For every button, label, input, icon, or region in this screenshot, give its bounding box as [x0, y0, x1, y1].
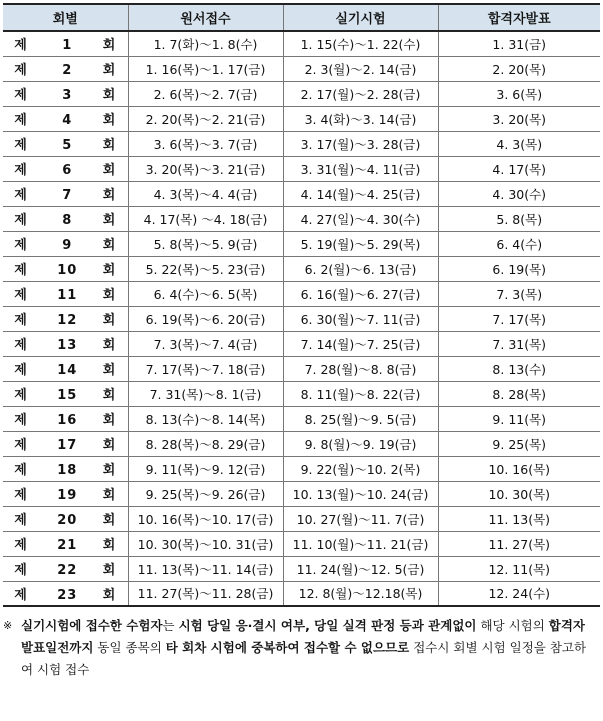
result-date: 7. 31(목) — [438, 331, 600, 356]
apply-period: 5. 22(목)～5. 23(금) — [128, 256, 283, 281]
round-number: 5 — [62, 138, 73, 153]
apply-period: 8. 28(목)～8. 29(금) — [128, 431, 283, 456]
round-prefix: 제 — [14, 313, 28, 328]
round-prefix: 제 — [14, 538, 28, 553]
round-cell — [3, 31, 128, 56]
round-suffix: 회 — [102, 138, 117, 153]
round-number: 18 — [57, 463, 78, 478]
round-cell — [3, 531, 128, 556]
round-prefix: 제 — [14, 413, 28, 428]
header-exam: 실기시험 — [283, 4, 438, 31]
round-prefix: 제 — [14, 488, 28, 503]
round-prefix: 제 — [14, 338, 28, 353]
exam-period: 1. 15(수)～1. 22(수) — [283, 31, 438, 56]
round-prefix: 제 — [14, 113, 28, 128]
round-number: 7 — [62, 188, 73, 203]
schedule-container — [3, 3, 600, 681]
round-suffix: 회 — [102, 238, 117, 253]
apply-period: 2. 6(목)～2. 7(금) — [128, 81, 283, 106]
apply-period: 7. 3(목)～7. 4(금) — [128, 331, 283, 356]
exam-period: 10. 27(월)～11. 7(금) — [283, 506, 438, 531]
table-row — [3, 256, 600, 281]
exam-period: 5. 19(월)～5. 29(목) — [283, 231, 438, 256]
table-row — [3, 281, 600, 306]
exam-period: 11. 24(월)～12. 5(금) — [283, 556, 438, 581]
apply-period: 1. 7(화)～1. 8(수) — [128, 31, 283, 56]
table-row — [3, 331, 600, 356]
round-suffix: 회 — [102, 338, 117, 353]
round-cell — [3, 431, 128, 456]
round-prefix: 제 — [14, 463, 28, 478]
round-suffix: 회 — [102, 587, 117, 603]
round-cell — [3, 256, 128, 281]
exam-period: 7. 14(월)～7. 25(금) — [283, 331, 438, 356]
round-suffix: 회 — [102, 563, 117, 578]
apply-period: 5. 8(목)～5. 9(금) — [128, 231, 283, 256]
note-text-6: 동일 종목의 — [93, 640, 166, 655]
apply-period: 11. 13(목)～11. 14(금) — [128, 556, 283, 581]
round-number: 9 — [62, 238, 73, 253]
result-date: 4. 17(목) — [438, 156, 600, 181]
result-date: 7. 3(목) — [438, 281, 600, 306]
round-cell — [3, 156, 128, 181]
table-row — [3, 356, 600, 381]
round-prefix: 제 — [14, 188, 28, 203]
round-cell — [3, 206, 128, 231]
result-date: 9. 11(목) — [438, 406, 600, 431]
round-suffix: 회 — [102, 413, 117, 428]
round-suffix: 회 — [102, 288, 117, 303]
round-cell — [3, 381, 128, 406]
round-prefix: 제 — [14, 38, 28, 54]
round-prefix: 제 — [14, 563, 28, 578]
exam-period: 2. 3(월)～2. 14(금) — [283, 56, 438, 81]
round-prefix: 제 — [14, 438, 28, 453]
apply-period: 9. 11(목)～9. 12(금) — [128, 456, 283, 481]
result-date: 9. 25(목) — [438, 431, 600, 456]
apply-period: 10. 16(목)～10. 17(금) — [128, 506, 283, 531]
table-row — [3, 31, 600, 56]
round-number: 4 — [62, 113, 73, 128]
round-suffix: 회 — [102, 163, 117, 178]
round-number: 15 — [57, 388, 78, 403]
round-suffix: 회 — [102, 263, 117, 278]
result-date: 8. 13(수) — [438, 356, 600, 381]
result-date: 3. 20(목) — [438, 106, 600, 131]
round-number: 20 — [57, 513, 78, 528]
round-suffix: 회 — [102, 388, 117, 403]
schedule-rows — [3, 31, 600, 606]
round-suffix: 회 — [102, 513, 117, 528]
round-prefix: 제 — [14, 363, 28, 378]
exam-period: 3. 4(화)～3. 14(금) — [283, 106, 438, 131]
round-cell — [3, 331, 128, 356]
round-prefix: 제 — [14, 213, 28, 228]
apply-period: 7. 31(목)～8. 1(금) — [128, 381, 283, 406]
exam-schedule-table — [3, 3, 600, 607]
note-mark: ※ — [3, 619, 13, 632]
round-number: 13 — [57, 338, 78, 353]
table-row — [3, 131, 600, 156]
round-suffix: 회 — [102, 88, 117, 103]
apply-period: 3. 6(목)～3. 7(금) — [128, 131, 283, 156]
round-number: 12 — [57, 313, 78, 328]
round-suffix: 회 — [102, 313, 117, 328]
round-prefix: 제 — [14, 138, 28, 153]
table-row — [3, 381, 600, 406]
apply-period: 10. 30(목)～10. 31(금) — [128, 531, 283, 556]
table-row — [3, 531, 600, 556]
table-row — [3, 156, 600, 181]
round-suffix: 회 — [102, 113, 117, 128]
result-date: 6. 4(수) — [438, 231, 600, 256]
round-number: 6 — [62, 163, 73, 178]
table-header-row — [3, 4, 600, 31]
round-cell — [3, 281, 128, 306]
exam-period: 7. 28(월)～8. 8(금) — [283, 356, 438, 381]
round-number: 23 — [57, 587, 78, 603]
round-cell — [3, 231, 128, 256]
apply-period: 2. 20(목)～2. 21(금) — [128, 106, 283, 131]
round-number: 2 — [62, 63, 73, 78]
round-number: 8 — [62, 213, 73, 228]
round-number: 19 — [57, 488, 78, 503]
round-suffix: 회 — [102, 38, 117, 54]
round-cell — [3, 456, 128, 481]
table-row — [3, 181, 600, 206]
exam-period: 10. 13(월)～10. 24(금) — [283, 481, 438, 506]
exam-period: 11. 10(월)～11. 21(금) — [283, 531, 438, 556]
note-text-8: 접수시 회별 시험 일정을 참고하여 시험 접수 — [21, 640, 587, 677]
round-cell — [3, 581, 128, 606]
round-suffix: 회 — [102, 438, 117, 453]
exam-period: 6. 30(월)～7. 11(금) — [283, 306, 438, 331]
table-row — [3, 306, 600, 331]
exam-period: 8. 11(월)～8. 22(금) — [283, 381, 438, 406]
apply-period: 4. 3(목)～4. 4(금) — [128, 181, 283, 206]
round-prefix: 제 — [14, 163, 28, 178]
exam-period: 9. 22(월)～10. 2(목) — [283, 456, 438, 481]
apply-period: 6. 19(목)～6. 20(금) — [128, 306, 283, 331]
apply-period: 1. 16(목)～1. 17(금) — [128, 56, 283, 81]
result-date: 10. 16(목) — [438, 456, 600, 481]
result-date: 10. 30(목) — [438, 481, 600, 506]
note-bold-5: 합격자 발표일전까지 — [21, 618, 586, 655]
round-cell — [3, 406, 128, 431]
round-suffix: 회 — [102, 63, 117, 78]
result-date: 11. 27(목) — [438, 531, 600, 556]
table-row — [3, 231, 600, 256]
exam-period: 2. 17(월)～2. 28(금) — [283, 81, 438, 106]
table-row — [3, 106, 600, 131]
table-row — [3, 481, 600, 506]
round-cell — [3, 356, 128, 381]
exam-period: 6. 16(월)～6. 27(금) — [283, 281, 438, 306]
exam-period: 8. 25(월)～9. 5(금) — [283, 406, 438, 431]
result-date: 8. 28(목) — [438, 381, 600, 406]
round-prefix: 제 — [14, 238, 28, 253]
note-bold-7: 타 회차 시험에 중복하여 접수할 수 없으므로 — [165, 640, 410, 655]
round-prefix: 제 — [14, 63, 28, 78]
note-text-4: 해당 시험의 — [476, 618, 549, 633]
result-date: 4. 3(목) — [438, 131, 600, 156]
apply-period: 4. 17(목) ～4. 18(금) — [128, 206, 283, 231]
table-row — [3, 406, 600, 431]
round-suffix: 회 — [102, 363, 117, 378]
round-number: 16 — [57, 413, 78, 428]
round-number: 1 — [62, 38, 73, 54]
round-prefix: 제 — [14, 288, 28, 303]
result-date: 12. 11(목) — [438, 556, 600, 581]
notice — [3, 615, 596, 681]
round-prefix: 제 — [14, 513, 28, 528]
table-row — [3, 56, 600, 81]
round-cell — [3, 106, 128, 131]
round-suffix: 회 — [102, 488, 117, 503]
header-round: 회별 — [3, 4, 128, 31]
header-result: 합격자발표 — [438, 4, 600, 31]
round-cell — [3, 306, 128, 331]
note-bold-1: 실기시험에 접수한 수험자 — [21, 618, 163, 633]
apply-period: 6. 4(수)～6. 5(목) — [128, 281, 283, 306]
apply-period: 8. 13(수)～8. 14(목) — [128, 406, 283, 431]
result-date: 2. 20(목) — [438, 56, 600, 81]
round-cell — [3, 556, 128, 581]
result-date: 5. 8(목) — [438, 206, 600, 231]
result-date: 4. 30(수) — [438, 181, 600, 206]
exam-period: 6. 2(월)～6. 13(금) — [283, 256, 438, 281]
round-prefix: 제 — [14, 263, 28, 278]
table-row — [3, 206, 600, 231]
round-suffix: 회 — [102, 188, 117, 203]
round-number: 21 — [57, 538, 78, 553]
round-cell — [3, 506, 128, 531]
exam-period: 4. 14(월)～4. 25(금) — [283, 181, 438, 206]
round-cell — [3, 181, 128, 206]
result-date: 11. 13(목) — [438, 506, 600, 531]
apply-period: 3. 20(목)～3. 21(금) — [128, 156, 283, 181]
result-date: 6. 19(목) — [438, 256, 600, 281]
round-number: 10 — [57, 263, 78, 278]
apply-period: 11. 27(목)～11. 28(금) — [128, 581, 283, 606]
table-row — [3, 456, 600, 481]
result-date: 3. 6(목) — [438, 81, 600, 106]
result-date: 12. 24(수) — [438, 581, 600, 606]
table-row — [3, 556, 600, 581]
table-row — [3, 506, 600, 531]
round-prefix: 제 — [14, 388, 28, 403]
round-number: 3 — [62, 88, 73, 103]
round-number: 14 — [57, 363, 78, 378]
round-prefix: 제 — [14, 587, 28, 603]
round-cell — [3, 481, 128, 506]
round-number: 11 — [57, 288, 78, 303]
round-cell — [3, 131, 128, 156]
result-date: 1. 31(금) — [438, 31, 600, 56]
round-prefix: 제 — [14, 88, 28, 103]
apply-period: 9. 25(목)～9. 26(금) — [128, 481, 283, 506]
exam-period: 4. 27(일)～4. 30(수) — [283, 206, 438, 231]
exam-period: 3. 31(월)～4. 11(금) — [283, 156, 438, 181]
table-row — [3, 81, 600, 106]
result-date: 7. 17(목) — [438, 306, 600, 331]
table-row — [3, 431, 600, 456]
round-cell — [3, 81, 128, 106]
note-bold-3: 시험 당일 응·결시 여부, 당일 실격 판정 등과 관계없이 — [178, 618, 477, 633]
header-apply: 원서접수 — [128, 4, 283, 31]
exam-period: 12. 8(월)～12.18(목) — [283, 581, 438, 606]
exam-period: 9. 8(월)～9. 19(금) — [283, 431, 438, 456]
exam-period: 3. 17(월)～3. 28(금) — [283, 131, 438, 156]
note-text-2: 는 — [162, 618, 179, 633]
apply-period: 7. 17(목)～7. 18(금) — [128, 356, 283, 381]
round-cell — [3, 56, 128, 81]
table-row — [3, 581, 600, 606]
round-suffix: 회 — [102, 538, 117, 553]
round-number: 22 — [57, 563, 78, 578]
round-suffix: 회 — [102, 463, 117, 478]
round-suffix: 회 — [102, 213, 117, 228]
round-number: 17 — [57, 438, 78, 453]
